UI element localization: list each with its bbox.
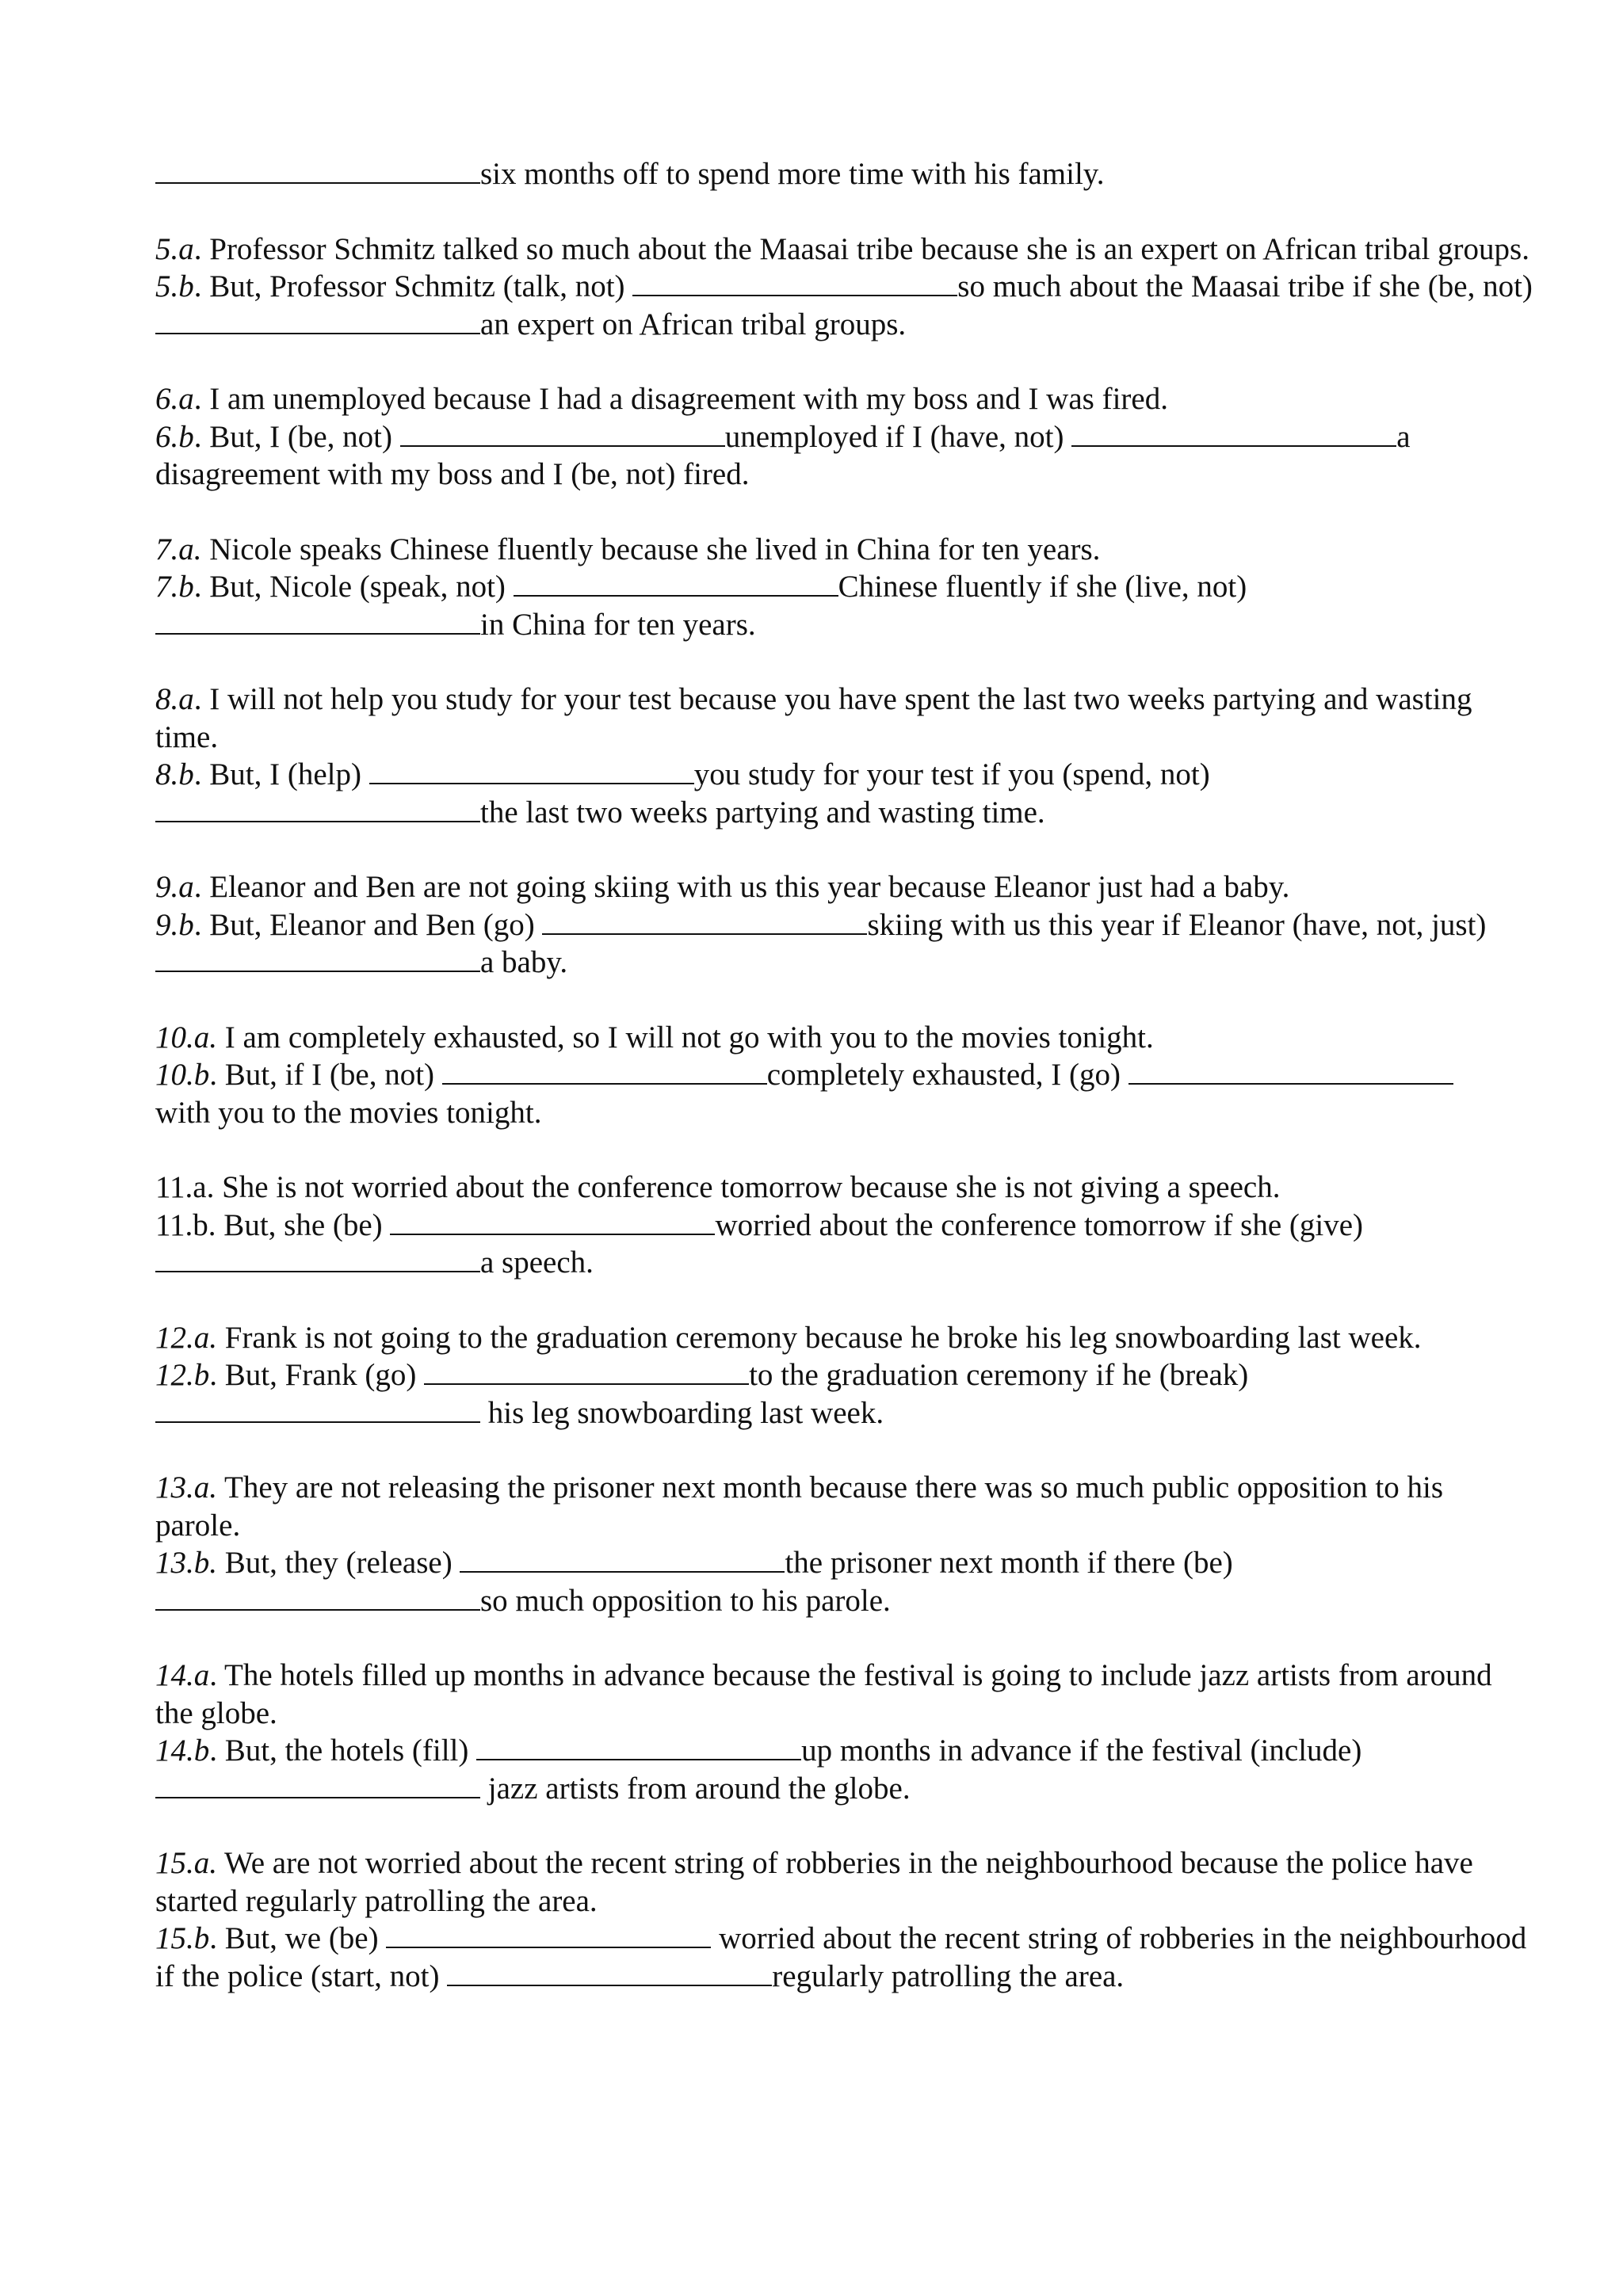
item-number: 5.a — [155, 231, 194, 266]
sentence-text: . But, the hotels (fill) — [209, 1733, 477, 1768]
answer-blank[interactable] — [155, 630, 480, 635]
exercise-item-15 — [155, 1844, 1534, 1995]
sentence-b — [155, 756, 1534, 831]
sentence-a — [155, 231, 1534, 269]
sentence-b — [155, 1356, 1534, 1432]
sentence-text: so much about the Maasai tribe if she (be, not) — [957, 269, 1533, 303]
answer-blank[interactable] — [1128, 1080, 1453, 1085]
answer-blank[interactable] — [155, 967, 480, 972]
answer-blank[interactable] — [424, 1380, 749, 1385]
sentence-a — [155, 380, 1534, 418]
sentence-text: . I am unemployed because I had a disagreement with my boss and I was fired. — [193, 382, 1168, 416]
item-number: 12.a. — [155, 1320, 217, 1355]
sentence-text: you study for your test if you (spend, not) — [693, 757, 1210, 791]
sentence-text: They are not releasing the prisoner next month because there was so much public opposition to his parole. — [155, 1470, 1443, 1543]
sentence-a — [155, 681, 1534, 756]
item-number: 14.b — [155, 1733, 210, 1768]
exercise-item-9 — [155, 868, 1534, 982]
sentence-text: worried about the recent string of robberies in the neighbourhood if the police (start, not) — [155, 1921, 1527, 1993]
sentence-a — [155, 1169, 1534, 1207]
answer-blank[interactable] — [155, 179, 480, 184]
answer-blank[interactable] — [447, 1981, 772, 1986]
item-number: 9.b — [155, 907, 194, 942]
answer-blank[interactable] — [155, 1268, 480, 1272]
sentence-text: 11.a. She is not worried about the conference tomorrow because she is not giving a speech. — [155, 1170, 1281, 1204]
sentence-text: . But, I (help) — [193, 757, 369, 791]
sentence-text: . But, if I (be, not) — [209, 1058, 442, 1092]
sentence-text: I am completely exhausted, so I will not go with you to the movies tonight. — [217, 1020, 1154, 1055]
exercise-item-12 — [155, 1319, 1534, 1432]
sentence-b — [155, 1732, 1534, 1807]
exercise-item-7 — [155, 531, 1534, 644]
answer-blank[interactable] — [390, 1230, 715, 1235]
exercise-item-14 — [155, 1657, 1534, 1807]
item-number: 15.b — [155, 1921, 210, 1955]
item-number: 6.b — [155, 419, 194, 454]
sentence-text: unemployed if I (have, not) — [724, 419, 1072, 454]
sentence-a — [155, 1844, 1534, 1920]
exercise-item-6 — [155, 380, 1534, 494]
sentence-text: the last two weeks partying and wasting time. — [480, 795, 1045, 830]
sentence-text: . But, Frank (go) — [209, 1358, 425, 1392]
answer-blank[interactable] — [155, 330, 480, 334]
worksheet-page — [155, 155, 1534, 2032]
item-number: 6.a — [155, 382, 194, 416]
item-number: 13.b. — [155, 1546, 217, 1580]
sentence-text: Nicole speaks Chinese fluently because she lived in China for ten years. — [201, 532, 1101, 566]
lead-line — [155, 155, 1534, 193]
sentence-text: . But, Nicole (speak, not) — [193, 570, 514, 604]
sentence-text: jazz artists from around the globe. — [480, 1771, 911, 1806]
answer-blank[interactable] — [514, 592, 838, 597]
item-number: 12.b — [155, 1358, 210, 1392]
sentence-text: . Eleanor and Ben are not going skiing with us this year because Eleanor just had a baby. — [193, 870, 1290, 904]
answer-blank[interactable] — [155, 1794, 480, 1798]
answer-blank[interactable] — [460, 1568, 785, 1573]
sentence-text: with you to the movies tonight. — [155, 1095, 542, 1130]
sentence-text: . Professor Schmitz talked so much about the Maasai tribe because she is an expert on African tribal groups. — [193, 231, 1529, 266]
sentence-text: up months in advance if the festival (include) — [801, 1733, 1362, 1768]
sentence-text: . But, I (be, not) — [193, 419, 400, 454]
sentence-text: . The hotels filled up months in advance because the festival is going to include jazz artists from around the globe. — [155, 1658, 1492, 1730]
sentence-text: regularly patrolling the area. — [772, 1958, 1125, 1993]
answer-blank[interactable] — [386, 1943, 711, 1948]
item-number: 5.b — [155, 269, 194, 303]
item-number: 13.a. — [155, 1470, 217, 1505]
item-number: 10.b — [155, 1058, 210, 1092]
answer-blank[interactable] — [155, 1418, 480, 1423]
sentence-text: to the graduation ceremony if he (break) — [749, 1358, 1249, 1392]
answer-blank[interactable] — [476, 1756, 801, 1760]
sentence-text: Chinese fluently if she (live, not) — [838, 570, 1247, 604]
answer-blank[interactable] — [1071, 442, 1396, 447]
sentence-a — [155, 1469, 1534, 1544]
sentence-text: a speech. — [480, 1245, 594, 1280]
sentence-b — [155, 418, 1534, 494]
sentence-text: in China for ten years. — [480, 607, 756, 642]
item-number: 8.b — [155, 757, 194, 791]
sentence-text: . I will not help you study for your test because you have spent the last two weeks partying and wasting time. — [155, 682, 1472, 754]
sentence-text: so much opposition to his parole. — [480, 1583, 891, 1618]
sentence-text: a disagreement with my boss and I (be, not) fired. — [155, 419, 1411, 491]
sentence-a — [155, 1319, 1534, 1357]
sentence-text: completely exhausted, I (go) — [766, 1058, 1128, 1092]
exercise-item-8 — [155, 681, 1534, 831]
item-number: 14.a — [155, 1658, 210, 1692]
sentence-a — [155, 1019, 1534, 1057]
sentence-b — [155, 1056, 1534, 1131]
item-number: 9.a — [155, 870, 194, 904]
sentence-text: his leg snowboarding last week. — [480, 1395, 884, 1430]
sentence-a — [155, 868, 1534, 906]
sentence-a — [155, 1657, 1534, 1732]
sentence-text: a baby. — [480, 945, 568, 979]
sentence-b — [155, 568, 1534, 643]
sentence-b — [155, 1920, 1534, 1995]
lead-text: six months off to spend more time with his family. — [480, 157, 1105, 191]
answer-blank[interactable] — [155, 818, 480, 822]
sentence-text: an expert on African tribal groups. — [480, 307, 907, 341]
exercise-item-13 — [155, 1469, 1534, 1619]
sentence-text: . But, Professor Schmitz (talk, not) — [193, 269, 633, 303]
sentence-a — [155, 531, 1534, 569]
sentence-b — [155, 906, 1534, 982]
sentence-b — [155, 1544, 1534, 1619]
item-number: 15.a. — [155, 1846, 217, 1880]
sentence-text: 11.b. But, she (be) — [155, 1207, 391, 1242]
sentence-b — [155, 268, 1534, 343]
sentence-text: . But, we (be) — [209, 1921, 387, 1955]
sentence-text: But, they (release) — [217, 1546, 460, 1580]
item-number: 8.a — [155, 682, 194, 716]
sentence-text: Frank is not going to the graduation ceremony because he broke his leg snowboarding last week. — [217, 1320, 1422, 1355]
sentence-text: We are not worried about the recent string of robberies in the neighbourhood because the police have started regularly patrolling the area. — [155, 1846, 1473, 1918]
sentence-text: worried about the conference tomorrow if she (give) — [715, 1207, 1364, 1242]
answer-blank[interactable] — [632, 292, 957, 296]
answer-blank[interactable] — [369, 780, 694, 784]
sentence-text: skiing with us this year if Eleanor (have, not, just) — [867, 907, 1487, 942]
sentence-text: . But, Eleanor and Ben (go) — [193, 907, 543, 942]
answer-blank[interactable] — [542, 930, 867, 935]
answer-blank[interactable] — [155, 1606, 480, 1611]
answer-blank[interactable] — [442, 1080, 767, 1085]
item-number: 7.b — [155, 570, 194, 604]
answer-blank[interactable] — [400, 442, 725, 447]
exercise-item-5 — [155, 231, 1534, 344]
sentence-b — [155, 1207, 1534, 1282]
exercise-item-11 — [155, 1169, 1534, 1282]
exercise-item-10 — [155, 1019, 1534, 1132]
sentence-text: the prisoner next month if there (be) — [785, 1546, 1233, 1580]
item-number: 10.a. — [155, 1020, 217, 1055]
item-number: 7.a. — [155, 532, 202, 566]
